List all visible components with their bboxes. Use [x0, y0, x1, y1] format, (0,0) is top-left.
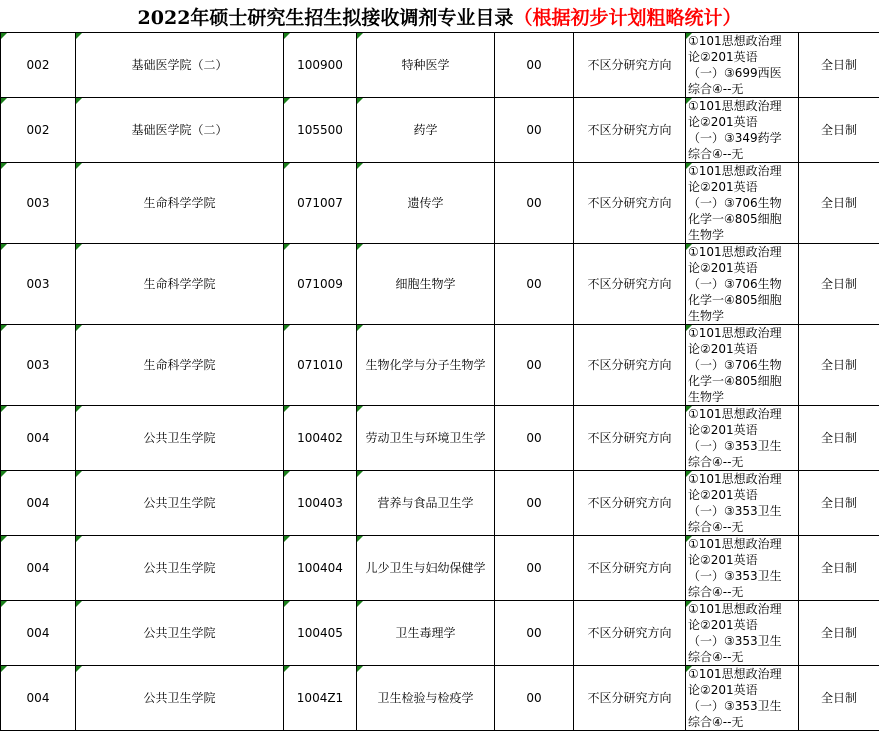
- exam-subject-line: ①101思想政治理: [688, 325, 798, 341]
- research-direction-cell: 不区分研究方向: [574, 98, 686, 163]
- exam-subjects-cell: [686, 244, 799, 325]
- exam-subject-line: 论②201英语: [688, 422, 798, 438]
- page-title: [0, 0, 879, 32]
- exam-subject-line: 论②201英语: [688, 49, 798, 65]
- direction-code-cell: 00: [495, 244, 574, 325]
- research-direction-cell: 不区分研究方向: [574, 33, 686, 98]
- exam-subject-line: （一）③349药学: [688, 130, 798, 146]
- exam-subject-line: （一）③353卫生: [688, 568, 798, 584]
- exam-subject-line: 论②201英语: [688, 179, 798, 195]
- research-direction-cell: 不区分研究方向: [574, 163, 686, 244]
- exam-subject-line: ①101思想政治理: [688, 471, 798, 487]
- direction-code-cell: 00: [495, 471, 574, 536]
- study-mode-cell: 全日制: [799, 536, 879, 601]
- exam-subjects-cell: [686, 33, 799, 98]
- exam-subject-line: （一）③353卫生: [688, 438, 798, 454]
- research-direction-cell: 不区分研究方向: [574, 325, 686, 406]
- exam-subject-line: （一）③353卫生: [688, 698, 798, 714]
- exam-subject-line: ①101思想政治理: [688, 666, 798, 682]
- study-mode-cell: 全日制: [799, 406, 879, 471]
- research-direction-cell: 不区分研究方向: [574, 601, 686, 666]
- unit-code-cell: 003: [1, 325, 76, 406]
- college-cell: 公共卫生学院: [76, 536, 284, 601]
- exam-subject-line: ①101思想政治理: [688, 601, 798, 617]
- research-direction-cell: 不区分研究方向: [574, 406, 686, 471]
- unit-code-cell: 003: [1, 244, 76, 325]
- major-name-cell: 生物化学与分子生物学: [357, 325, 495, 406]
- major-code-cell: 100403: [284, 471, 357, 536]
- study-mode-cell: 全日制: [799, 666, 879, 731]
- exam-subject-line: ①101思想政治理: [688, 33, 798, 49]
- exam-subject-line: ①101思想政治理: [688, 406, 798, 422]
- exam-subject-line: 综合④--无: [688, 146, 798, 162]
- direction-code-cell: 00: [495, 33, 574, 98]
- exam-subject-line: 化学一④805细胞: [688, 373, 798, 389]
- major-code-cell: 071007: [284, 163, 357, 244]
- major-code-cell: 100402: [284, 406, 357, 471]
- unit-code-cell: 002: [1, 98, 76, 163]
- study-mode-cell: 全日制: [799, 601, 879, 666]
- major-name-cell: 卫生毒理学: [357, 601, 495, 666]
- college-cell: 基础医学院（二）: [76, 33, 284, 98]
- exam-subject-line: 生物学: [688, 308, 798, 324]
- unit-code-cell: 004: [1, 666, 76, 731]
- direction-code-cell: 00: [495, 406, 574, 471]
- title-main: 2022年硕士研究生招生拟接收调剂专业目录: [138, 3, 514, 30]
- exam-subjects-cell: [686, 666, 799, 731]
- unit-code-cell: 002: [1, 33, 76, 98]
- research-direction-cell: 不区分研究方向: [574, 471, 686, 536]
- exam-subject-line: 论②201英语: [688, 341, 798, 357]
- exam-subject-line: ①101思想政治理: [688, 244, 798, 260]
- unit-code-cell: 004: [1, 536, 76, 601]
- study-mode-cell: 全日制: [799, 98, 879, 163]
- exam-subject-line: （一）③353卫生: [688, 633, 798, 649]
- study-mode-cell: 全日制: [799, 33, 879, 98]
- unit-code-cell: 004: [1, 406, 76, 471]
- direction-code-cell: 00: [495, 325, 574, 406]
- research-direction-cell: 不区分研究方向: [574, 244, 686, 325]
- major-code-cell: 071010: [284, 325, 357, 406]
- table-row: [1, 33, 879, 98]
- exam-subject-line: ①101思想政治理: [688, 163, 798, 179]
- direction-code-cell: 00: [495, 666, 574, 731]
- exam-subjects-cell: [686, 536, 799, 601]
- exam-subject-line: 论②201英语: [688, 682, 798, 698]
- exam-subject-line: ①101思想政治理: [688, 536, 798, 552]
- unit-code-cell: 004: [1, 471, 76, 536]
- college-cell: 公共卫生学院: [76, 601, 284, 666]
- major-code-cell: 100900: [284, 33, 357, 98]
- college-cell: 生命科学学院: [76, 163, 284, 244]
- table-row: [1, 325, 879, 406]
- exam-subject-line: 化学一④805细胞: [688, 211, 798, 227]
- major-code-cell: 105500: [284, 98, 357, 163]
- table-row: [1, 98, 879, 163]
- table-row: [1, 666, 879, 731]
- exam-subject-line: 论②201英语: [688, 114, 798, 130]
- study-mode-cell: 全日制: [799, 244, 879, 325]
- exam-subject-line: 综合④--无: [688, 81, 798, 97]
- direction-code-cell: 00: [495, 98, 574, 163]
- direction-code-cell: 00: [495, 536, 574, 601]
- major-name-cell: 药学: [357, 98, 495, 163]
- research-direction-cell: 不区分研究方向: [574, 536, 686, 601]
- major-name-cell: 特种医学: [357, 33, 495, 98]
- table-row: [1, 406, 879, 471]
- exam-subject-line: （一）③706生物: [688, 276, 798, 292]
- study-mode-cell: 全日制: [799, 325, 879, 406]
- table-row: [1, 601, 879, 666]
- exam-subject-line: 生物学: [688, 227, 798, 243]
- table-row: [1, 471, 879, 536]
- table-row: [1, 536, 879, 601]
- college-cell: 生命科学学院: [76, 244, 284, 325]
- college-cell: 基础医学院（二）: [76, 98, 284, 163]
- exam-subject-line: 论②201英语: [688, 260, 798, 276]
- college-cell: 生命科学学院: [76, 325, 284, 406]
- exam-subject-line: 论②201英语: [688, 617, 798, 633]
- major-code-cell: 071009: [284, 244, 357, 325]
- major-code-cell: 100404: [284, 536, 357, 601]
- exam-subject-line: 综合④--无: [688, 649, 798, 665]
- exam-subject-line: 论②201英语: [688, 552, 798, 568]
- exam-subject-line: 化学一④805细胞: [688, 292, 798, 308]
- major-code-cell: 100405: [284, 601, 357, 666]
- college-cell: 公共卫生学院: [76, 666, 284, 731]
- exam-subject-line: （一）③699西医: [688, 65, 798, 81]
- college-cell: 公共卫生学院: [76, 471, 284, 536]
- study-mode-cell: 全日制: [799, 471, 879, 536]
- major-code-cell: 1004Z1: [284, 666, 357, 731]
- college-cell: 公共卫生学院: [76, 406, 284, 471]
- exam-subjects-cell: [686, 163, 799, 244]
- table-row: [1, 163, 879, 244]
- exam-subject-line: 综合④--无: [688, 454, 798, 470]
- exam-subject-line: ①101思想政治理: [688, 98, 798, 114]
- exam-subjects-cell: [686, 406, 799, 471]
- unit-code-cell: 004: [1, 601, 76, 666]
- exam-subject-line: （一）③706生物: [688, 195, 798, 211]
- exam-subject-line: 论②201英语: [688, 487, 798, 503]
- table-body: [1, 33, 879, 731]
- direction-code-cell: 00: [495, 163, 574, 244]
- major-name-cell: 卫生检验与检疫学: [357, 666, 495, 731]
- major-name-cell: 劳动卫生与环境卫生学: [357, 406, 495, 471]
- exam-subjects-cell: [686, 471, 799, 536]
- exam-subject-line: 综合④--无: [688, 519, 798, 535]
- exam-subjects-cell: [686, 601, 799, 666]
- exam-subject-line: 综合④--无: [688, 714, 798, 730]
- major-name-cell: 儿少卫生与妇幼保健学: [357, 536, 495, 601]
- table-row: [1, 244, 879, 325]
- unit-code-cell: 003: [1, 163, 76, 244]
- exam-subjects-cell: [686, 325, 799, 406]
- exam-subject-line: （一）③353卫生: [688, 503, 798, 519]
- research-direction-cell: 不区分研究方向: [574, 666, 686, 731]
- exam-subject-line: 生物学: [688, 389, 798, 405]
- direction-code-cell: 00: [495, 601, 574, 666]
- catalog-table: [0, 32, 879, 731]
- major-name-cell: 细胞生物学: [357, 244, 495, 325]
- title-note: （根据初步计划粗略统计）: [513, 3, 741, 30]
- exam-subjects-cell: [686, 98, 799, 163]
- major-name-cell: 遗传学: [357, 163, 495, 244]
- major-name-cell: 营养与食品卫生学: [357, 471, 495, 536]
- exam-subject-line: （一）③706生物: [688, 357, 798, 373]
- study-mode-cell: 全日制: [799, 163, 879, 244]
- exam-subject-line: 综合④--无: [688, 584, 798, 600]
